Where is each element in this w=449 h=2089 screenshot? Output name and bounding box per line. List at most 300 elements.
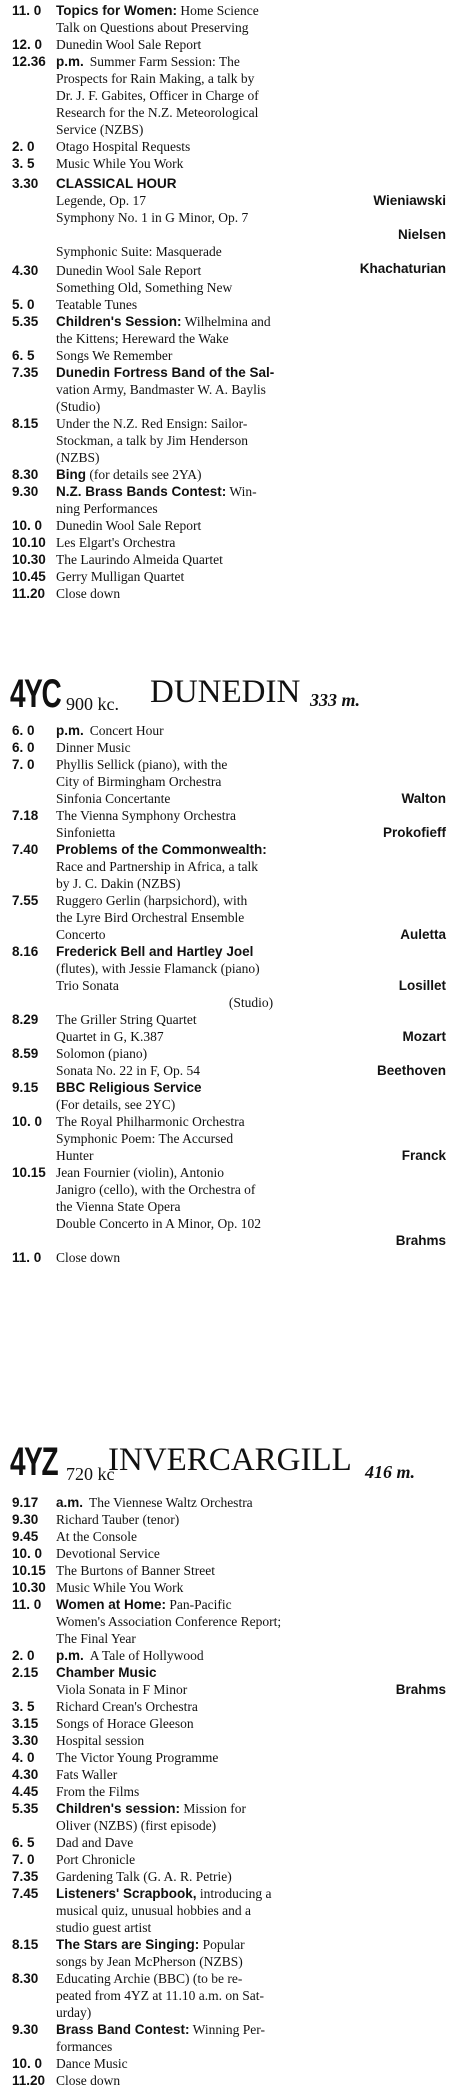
station-frequency: 720 kc <box>66 1464 115 1484</box>
program-entry <box>12 1164 449 1249</box>
program-time: 11. 0 <box>12 1250 42 1265</box>
program-time: 9.17 <box>12 1495 39 1510</box>
program-entry <box>12 2072 449 2089</box>
program-title: Dunedin Wool Sale Report <box>56 263 202 278</box>
program-body <box>56 1528 449 1545</box>
program-entry <box>12 568 449 585</box>
program-time: 5.35 <box>12 314 39 329</box>
program-title: Music While You Work <box>56 1580 184 1595</box>
program-detail-line: formances <box>56 2039 113 2054</box>
work-composer-row <box>56 790 446 807</box>
program-time: 3. 5 <box>12 1699 35 1714</box>
program-first-line <box>56 1249 446 1266</box>
program-title: Educating Archie (BBC) (to be re- <box>56 1971 243 1986</box>
program-detail-line: (flutes), with Jessie Flamanck (piano) <box>56 961 260 976</box>
program-time: 12. 0 <box>12 37 43 52</box>
program-time: 2. 0 <box>12 1648 35 1663</box>
program-entry <box>12 1766 449 1783</box>
composer-name: Brahms <box>395 1233 446 1248</box>
work-composer-row <box>56 192 446 209</box>
program-time: 8.15 <box>12 1937 39 1952</box>
program-title: Music While You Work <box>56 156 184 171</box>
station-callsign: 4YZ <box>10 1440 58 1484</box>
program-title-bold: Dunedin Fortress Band of the Sal- <box>56 365 275 380</box>
program-detail-line: urday) <box>56 2005 92 2020</box>
program-entry <box>12 296 449 313</box>
program-title: Dunedin Wool Sale Report <box>56 37 202 52</box>
program-time: 7. 0 <box>12 757 35 772</box>
program-detail-line: (NZBS) <box>56 450 100 465</box>
station-header-4yz <box>10 1440 449 1490</box>
program-title: Win- <box>226 484 257 499</box>
program-title-bold: Bing <box>56 467 86 482</box>
program-title: Summer Farm Session: The <box>89 54 240 69</box>
program-title-bold: The Stars are Singing: <box>56 1937 200 1952</box>
work-title: Sonata No. 22 in F, Op. 54 <box>56 1063 201 1078</box>
program-body <box>56 1494 449 1511</box>
program-body <box>56 262 449 296</box>
program-body <box>56 1885 449 1936</box>
work-title: Sinfonia Concertante <box>56 791 171 806</box>
program-title: Close down <box>56 1250 121 1265</box>
program-entry <box>12 1732 449 1749</box>
program-first-line <box>56 1494 446 1511</box>
program-entry <box>12 943 449 1011</box>
program-body <box>56 1698 449 1715</box>
work-title: Viola Sonata in F Minor <box>56 1682 188 1697</box>
program-first-line <box>56 296 446 313</box>
program-first-line <box>56 551 446 568</box>
program-entry <box>12 892 449 943</box>
program-detail-line: City of Birmingham Orchestra <box>56 774 222 789</box>
composer-name: Prokofieff <box>382 825 446 840</box>
program-title: Otago Hospital Requests <box>56 139 191 154</box>
program-body <box>56 534 449 551</box>
program-title-bold: Chamber Music <box>56 1665 157 1680</box>
program-time: 4. 0 <box>12 1750 35 1765</box>
program-time: 11.20 <box>12 586 46 601</box>
work-title: Concerto <box>56 927 106 942</box>
program-detail-line: Stockman, a talk by Jim Henderson <box>56 433 248 448</box>
program-title: Teatable Tunes <box>56 297 138 312</box>
program-detail-line: musical quiz, unusual hobbies and a <box>56 1903 251 1918</box>
program-body <box>56 138 449 155</box>
program-body <box>56 2 449 36</box>
program-title: Richard Crean's Orchestra <box>56 1699 198 1714</box>
program-entry <box>12 517 449 534</box>
composer-name: Wieniawski <box>373 193 446 208</box>
program-entry <box>12 1528 449 1545</box>
program-body <box>56 1732 449 1749</box>
program-first-line <box>56 1834 446 1851</box>
program-title: Port Chronicle <box>56 1852 136 1867</box>
program-title: The Laurindo Almeida Quartet <box>56 552 223 567</box>
program-title: Gardening Talk (G. A. R. Petrie) <box>56 1869 232 1884</box>
program-time: 11. 0 <box>12 1597 42 1612</box>
work-composer-row <box>56 243 446 260</box>
program-detail-line: songs by Jean McPherson (NZBS) <box>56 1954 243 1969</box>
program-first-line <box>56 1800 446 1817</box>
time-period: p.m. <box>56 723 84 738</box>
program-first-line <box>56 534 446 551</box>
program-body <box>56 1164 449 1249</box>
program-detail-line: studio guest artist <box>56 1920 152 1935</box>
program-title: Songs of Horace Gleeson <box>56 1716 194 1731</box>
program-entry <box>12 739 449 756</box>
program-time: 6. 0 <box>12 723 35 738</box>
program-entry <box>12 1834 449 1851</box>
program-first-line <box>56 2055 446 2072</box>
program-first-line <box>56 138 446 155</box>
program-body <box>56 2072 449 2089</box>
program-title: Wilhelmina and <box>181 314 271 329</box>
program-time: 7.40 <box>12 842 39 857</box>
program-first-line <box>56 2 446 19</box>
program-body <box>56 53 449 138</box>
program-body <box>56 943 449 1011</box>
program-entry <box>12 1045 449 1079</box>
program-time: 10.10 <box>12 535 46 550</box>
program-time: 9.30 <box>12 2022 39 2037</box>
program-body <box>56 1545 449 1562</box>
program-title: Dance Music <box>56 2056 128 2071</box>
program-body <box>56 1834 449 1851</box>
program-detail-line: the Lyre Bird Orchestral Ensemble <box>56 910 245 925</box>
program-time: 6. 0 <box>12 740 35 755</box>
program-time: 9.30 <box>12 484 39 499</box>
program-entry <box>12 1664 449 1698</box>
program-first-line <box>56 1647 446 1664</box>
program-entry <box>12 1749 449 1766</box>
program-first-line <box>56 1868 446 1885</box>
work-composer-row <box>56 226 446 243</box>
program-entry <box>12 756 449 807</box>
program-body <box>56 1936 449 1970</box>
program-title: Home Science <box>177 3 259 18</box>
program-entry <box>12 155 449 172</box>
program-time: 7. 0 <box>12 1852 35 1867</box>
program-time: 2.15 <box>12 1665 39 1680</box>
program-title: At the Console <box>56 1529 137 1544</box>
program-section-4yc <box>12 722 449 1266</box>
program-entry <box>12 1868 449 1885</box>
program-body <box>56 313 449 347</box>
program-body <box>56 1868 449 1885</box>
station-wavelength: 333 m. <box>310 690 361 710</box>
program-section-4yz <box>12 1494 449 2089</box>
program-detail-line: the Kittens; Hereward the Wake <box>56 331 229 346</box>
program-title: Hospital session <box>56 1733 145 1748</box>
program-body <box>56 1579 449 1596</box>
program-time: 10.45 <box>12 569 46 584</box>
program-body <box>56 1113 449 1164</box>
program-time: 5.35 <box>12 1801 39 1816</box>
program-body <box>56 756 449 807</box>
program-entry <box>12 415 449 466</box>
program-title-bold: Brass Band Contest: <box>56 2022 190 2037</box>
program-entry <box>12 138 449 155</box>
program-entry <box>12 1936 449 1970</box>
program-body <box>56 722 449 739</box>
work-composer-row <box>56 1062 446 1079</box>
program-title: The Vienna Symphony Orchestra <box>56 808 237 823</box>
program-title-bold: Frederick Bell and Hartley Joel <box>56 944 254 959</box>
program-first-line <box>56 155 446 172</box>
program-time: 4.45 <box>12 1784 39 1799</box>
program-entry <box>12 1596 449 1647</box>
program-entry <box>12 2 449 36</box>
program-detail-line: Double Concerto in A Minor, Op. 102 <box>56 1216 261 1231</box>
program-first-line <box>56 722 446 739</box>
program-title-bold: BBC Religious Service <box>56 1080 202 1095</box>
program-body <box>56 1511 449 1528</box>
program-first-line <box>56 1164 446 1181</box>
program-entry <box>12 2021 449 2055</box>
program-time: 10.30 <box>12 552 46 567</box>
station-frequency: 900 kc. <box>66 694 119 714</box>
program-entry <box>12 53 449 138</box>
program-detail-line: Race and Partnership in Africa, a talk <box>56 859 259 874</box>
program-time: 10. 0 <box>12 1114 43 1129</box>
program-entry <box>12 1494 449 1511</box>
program-entry <box>12 551 449 568</box>
program-first-line <box>56 1596 446 1613</box>
program-entry <box>12 347 449 364</box>
program-first-line <box>56 313 446 330</box>
program-time: 10.15 <box>12 1563 46 1578</box>
composer-name: Franck <box>401 1148 446 1163</box>
program-first-line <box>56 568 446 585</box>
program-time: 4.30 <box>12 1767 39 1782</box>
program-first-line <box>56 1851 446 1868</box>
program-title: The Royal Philharmonic Orchestra <box>56 1114 245 1129</box>
program-body <box>56 1562 449 1579</box>
program-title: The Burtons of Banner Street <box>56 1563 215 1578</box>
program-title: Concert Hour <box>89 723 164 738</box>
program-title: introducing a <box>196 1886 272 1901</box>
program-detail-line: Prospects for Rain Making, a talk by <box>56 71 255 86</box>
work-composer-row <box>56 1028 446 1045</box>
program-first-line <box>56 415 446 432</box>
program-body <box>56 415 449 466</box>
program-body <box>56 1249 449 1266</box>
work-title: Symphony No. 1 in G Minor, Op. 7 <box>56 210 249 225</box>
program-time: 4.30 <box>12 263 39 278</box>
program-first-line <box>56 2072 446 2089</box>
program-detail-line: (Studio) <box>56 399 101 414</box>
program-body <box>56 466 449 483</box>
program-entry <box>12 262 449 296</box>
program-detail-line: Research for the N.Z. Meteorological <box>56 105 259 120</box>
program-time: 7.35 <box>12 1869 39 1884</box>
program-body <box>56 841 449 892</box>
program-title-bold: Children's session: <box>56 1801 180 1816</box>
work-title: Sinfonietta <box>56 825 116 840</box>
program-first-line <box>56 1766 446 1783</box>
program-body <box>56 1851 449 1868</box>
time-period: p.m. <box>56 54 84 69</box>
program-body <box>56 347 449 364</box>
program-entry <box>12 722 449 739</box>
program-body <box>56 739 449 756</box>
program-title: Popular <box>199 1937 245 1952</box>
program-entry <box>12 483 449 517</box>
station-callsign: 4YC <box>10 672 61 716</box>
program-entry <box>12 1715 449 1732</box>
program-title: Fats Waller <box>56 1767 118 1782</box>
time-period: a.m. <box>56 1495 84 1510</box>
program-title-bold: Problems of the Commonwealth: <box>56 842 267 857</box>
program-body <box>56 1800 449 1834</box>
program-detail-line: Women's Association Conference Report; <box>56 1614 282 1629</box>
program-detail-line: Talk on Questions about Preserving <box>56 20 249 35</box>
program-first-line <box>56 1749 446 1766</box>
program-entry <box>12 1783 449 1800</box>
program-first-line <box>56 1545 446 1562</box>
program-title: Dad and Dave <box>56 1835 134 1850</box>
time-period: p.m. <box>56 1648 84 1663</box>
program-title: Ruggero Gerlin (harpsichord), with <box>56 893 248 908</box>
composer-name: Brahms <box>395 1682 446 1697</box>
program-title: The Griller String Quartet <box>56 1012 197 1027</box>
program-title-bold: N.Z. Brass Bands Contest: <box>56 484 227 499</box>
program-title-bold: Topics for Women: <box>56 3 177 18</box>
work-title: Trio Sonata <box>56 978 119 993</box>
composer-name: Nielsen <box>397 227 446 242</box>
program-first-line <box>56 262 446 279</box>
program-title: Close down <box>56 2073 121 2088</box>
program-first-line <box>56 1045 446 1062</box>
work-composer-row <box>56 926 446 943</box>
program-detail-line: the Vienna State Opera <box>56 1199 181 1214</box>
program-body <box>56 1749 449 1766</box>
program-detail-line: Symphonic Poem: The Accursed <box>56 1131 234 1146</box>
program-body <box>56 517 449 534</box>
program-time: 7.18 <box>12 808 39 823</box>
program-title: Jean Fournier (violin), Antonio <box>56 1165 224 1180</box>
program-first-line <box>56 1562 446 1579</box>
program-detail-line: Dr. J. F. Gabites, Officer in Charge of <box>56 88 259 103</box>
program-first-line <box>56 1936 446 1953</box>
program-body <box>56 1970 449 2021</box>
program-entry <box>12 1698 449 1715</box>
program-body <box>56 1766 449 1783</box>
program-first-line <box>56 1664 446 1681</box>
program-body <box>56 155 449 172</box>
work-composer-row <box>56 1147 446 1164</box>
program-first-line <box>56 466 446 483</box>
program-time: 10.15 <box>12 1165 46 1180</box>
program-time: 2. 0 <box>12 139 35 154</box>
program-entry <box>12 1511 449 1528</box>
program-title-bold: Listeners' Scrapbook, <box>56 1886 197 1901</box>
program-time: 11.20 <box>12 2073 46 2088</box>
program-time: 3.30 <box>12 1733 39 1748</box>
program-detail-line: Something Old, Something New <box>56 280 233 295</box>
program-section-4ya-late <box>12 262 449 602</box>
program-first-line <box>56 53 446 70</box>
program-time: 9.30 <box>12 1512 39 1527</box>
program-time: 10. 0 <box>12 1546 43 1561</box>
program-time: 8.16 <box>12 944 39 959</box>
program-body <box>56 1715 449 1732</box>
program-title: Mission for <box>180 1801 247 1816</box>
program-time: 12.36 <box>12 54 46 69</box>
program-entry <box>12 364 449 415</box>
program-first-line <box>56 2021 446 2038</box>
program-body <box>56 36 449 53</box>
program-first-line <box>56 1113 446 1130</box>
program-title: Solomon (piano) <box>56 1046 148 1061</box>
program-title: Les Elgart's Orchestra <box>56 535 176 550</box>
program-time: 8.29 <box>12 1012 39 1027</box>
program-detail-line: The Final Year <box>56 1631 136 1646</box>
program-entry <box>12 1885 449 1936</box>
program-time: 9.15 <box>12 1080 39 1095</box>
program-body <box>56 1011 449 1045</box>
program-entry <box>12 585 449 602</box>
program-time: 8.30 <box>12 467 39 482</box>
composer-name: Walton <box>401 791 446 806</box>
program-entry <box>12 1562 449 1579</box>
program-entry <box>12 2055 449 2072</box>
program-first-line <box>56 1783 446 1800</box>
program-first-line <box>56 364 446 381</box>
program-first-line <box>56 347 446 364</box>
program-first-line <box>56 1511 446 1528</box>
program-entry <box>12 1011 449 1045</box>
program-body <box>56 1647 449 1664</box>
program-body <box>56 551 449 568</box>
program-time: 11. 0 <box>12 3 42 18</box>
program-time: 6. 5 <box>12 348 35 363</box>
program-title: A Tale of Hollywood <box>89 1648 204 1663</box>
program-body <box>56 483 449 517</box>
program-title: Close down <box>56 586 121 601</box>
program-title: Dinner Music <box>56 740 131 755</box>
composer-name: Khachaturian <box>359 261 446 276</box>
program-time: 10. 0 <box>12 518 43 533</box>
program-time: 7.45 <box>12 1886 39 1901</box>
program-entry <box>12 313 449 347</box>
program-first-line <box>56 943 446 960</box>
program-first-line <box>56 1079 446 1096</box>
program-time: 7.55 <box>12 893 39 908</box>
program-body <box>56 2055 449 2072</box>
program-entry <box>12 1545 449 1562</box>
program-entry <box>12 534 449 551</box>
composer-name: Mozart <box>402 1029 446 1044</box>
program-first-line <box>56 517 446 534</box>
program-title: Songs We Remember <box>56 348 173 363</box>
program-first-line <box>56 756 446 773</box>
program-title-bold: Children's Session: <box>56 314 182 329</box>
program-first-line <box>56 739 446 756</box>
program-detail-line: (For details, see 2YC) <box>56 1097 176 1112</box>
program-entry <box>12 1851 449 1868</box>
program-time: 9.45 <box>12 1529 39 1544</box>
program-time: 8.15 <box>12 416 39 431</box>
station-city: INVERCARGILL <box>108 1442 352 1478</box>
program-title: Devotional Service <box>56 1546 160 1561</box>
work-title: Symphonic Suite: Masquerade <box>56 244 222 259</box>
program-title: The Viennese Waltz Orchestra <box>89 1495 253 1510</box>
program-first-line <box>56 1011 446 1028</box>
program-title: Richard Tauber (tenor) <box>56 1512 180 1527</box>
program-entry <box>12 1079 449 1113</box>
program-title: Dunedin Wool Sale Report <box>56 518 202 533</box>
program-body <box>56 1079 449 1113</box>
